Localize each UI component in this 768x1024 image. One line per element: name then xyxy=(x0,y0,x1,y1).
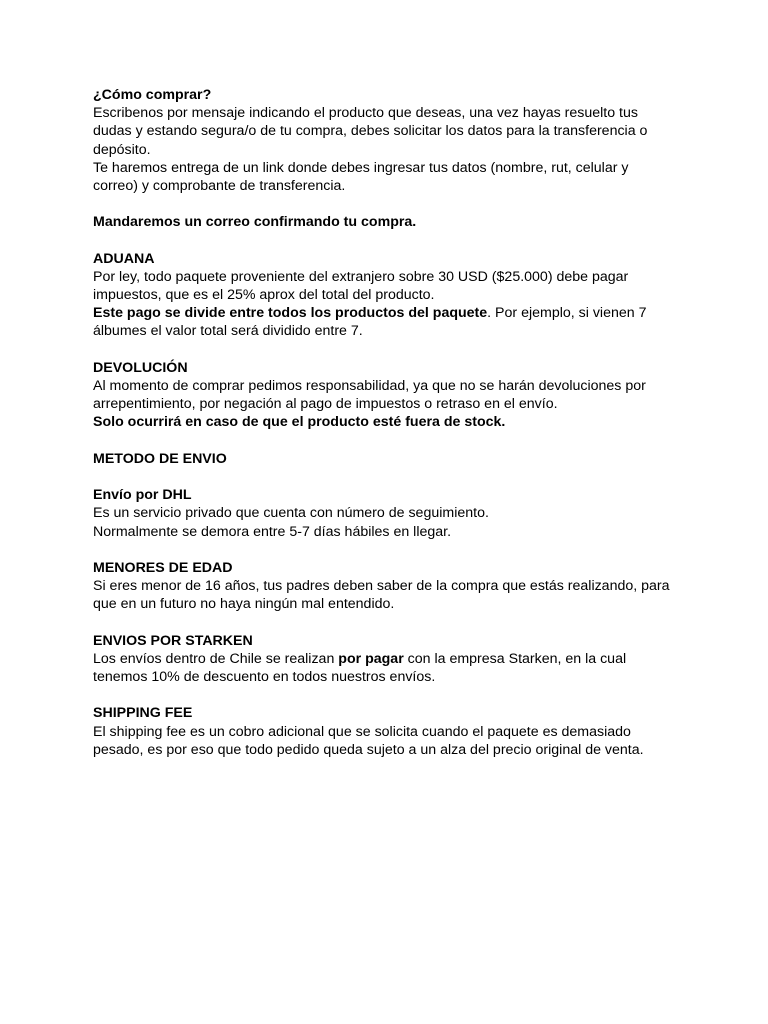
aduana-text: Por ley, todo paquete proveniente del extranjero sobre 30 USD ($25.000) debe pagar xyxy=(93,268,629,285)
aduana-example: . Por ejemplo, si vienen 7 xyxy=(487,305,647,322)
section-menores xyxy=(93,559,683,614)
how-to-buy-text: Te haremos entrega de un link donde debes ingresar tus datos (nombre, rut, celular y xyxy=(93,159,629,176)
how-to-buy-text: correo) y comprobante de transferencia. xyxy=(93,177,346,194)
shipping-fee-text: El shipping fee es un cobro adicional que se solicita cuando el paquete es demasiado xyxy=(93,723,631,740)
starken-bold-term: por pagar xyxy=(338,650,404,667)
paragraph-gap xyxy=(93,232,683,250)
section-how-to-buy xyxy=(93,86,683,232)
paragraph-gap xyxy=(93,195,683,213)
menores-text: Si eres menor de 16 años, tus padres deben saber de la compra que estás realizando, para xyxy=(93,578,670,595)
section-devolucion xyxy=(93,359,683,432)
paragraph-gap xyxy=(93,541,683,559)
shipping-fee-text: pesado, es por eso que todo pedido queda sujeto a un alza del precio original de venta. xyxy=(93,741,644,758)
how-to-buy-text: dudas y estando segura/o de tu compra, debes solicitar los datos para la transferencia o xyxy=(93,123,648,140)
aduana-text xyxy=(93,304,683,322)
dhl-text: Normalmente se demora entre 5-7 días hábiles en llegar. xyxy=(93,523,452,540)
confirmation-note: Mandaremos un correo confirmando tu compra. xyxy=(93,214,417,231)
how-to-buy-text: Escribenos por mensaje indicando el producto que deseas, una vez hayas resuelto tus xyxy=(93,105,638,122)
shipping-fee-heading: SHIPPING FEE xyxy=(93,705,193,722)
devolucion-heading: DEVOLUCIÓN xyxy=(93,359,188,376)
aduana-heading: ADUANA xyxy=(93,250,155,267)
paragraph-gap xyxy=(93,341,683,359)
section-aduana xyxy=(93,250,683,341)
how-to-buy-heading: ¿Cómo comprar? xyxy=(93,87,212,103)
devolucion-text: arrepentimiento, por negación al pago de impuestos o retraso en el envío. xyxy=(93,396,558,413)
how-to-buy-text: depósito. xyxy=(93,141,151,158)
starken-text-end: con la empresa Starken, en la cual xyxy=(403,650,627,667)
section-starken xyxy=(93,632,683,687)
dhl-heading: Envío por DHL xyxy=(93,487,192,504)
paragraph-gap xyxy=(93,468,683,486)
aduana-text: impuestos, que es el 25% aprox del total del producto. xyxy=(93,287,435,304)
starken-heading: ENVIOS POR STARKEN xyxy=(93,632,253,649)
devolucion-bold-note: Solo ocurrirá en caso de que el producto esté fuera de stock. xyxy=(93,414,506,431)
metodo-envio-heading: METODO DE ENVIO xyxy=(93,450,227,467)
aduana-bold-note: Este pago se divide entre todos los productos del paquete xyxy=(93,305,488,322)
aduana-text: álbumes el valor total será dividido entre 7. xyxy=(93,323,363,340)
paragraph-gap xyxy=(93,613,683,631)
document-page xyxy=(93,86,683,759)
paragraph-gap xyxy=(93,432,683,450)
starken-text: tenemos 10% de descuento en todos nuestros envíos. xyxy=(93,669,436,685)
paragraph-gap xyxy=(93,686,683,704)
section-shipping-fee xyxy=(93,704,683,759)
section-dhl xyxy=(93,486,683,541)
section-metodo-envio xyxy=(93,450,683,468)
starken-text xyxy=(93,650,683,668)
starken-text-start: Los envíos dentro de Chile se realizan xyxy=(93,650,339,667)
devolucion-text: Al momento de comprar pedimos responsabilidad, ya que no se harán devoluciones por xyxy=(93,378,646,394)
dhl-text: Es un servicio privado que cuenta con número de seguimiento. xyxy=(93,505,489,522)
menores-text: que en un futuro no haya ningún mal entendido. xyxy=(93,596,395,613)
menores-heading: MENORES DE EDAD xyxy=(93,559,233,576)
